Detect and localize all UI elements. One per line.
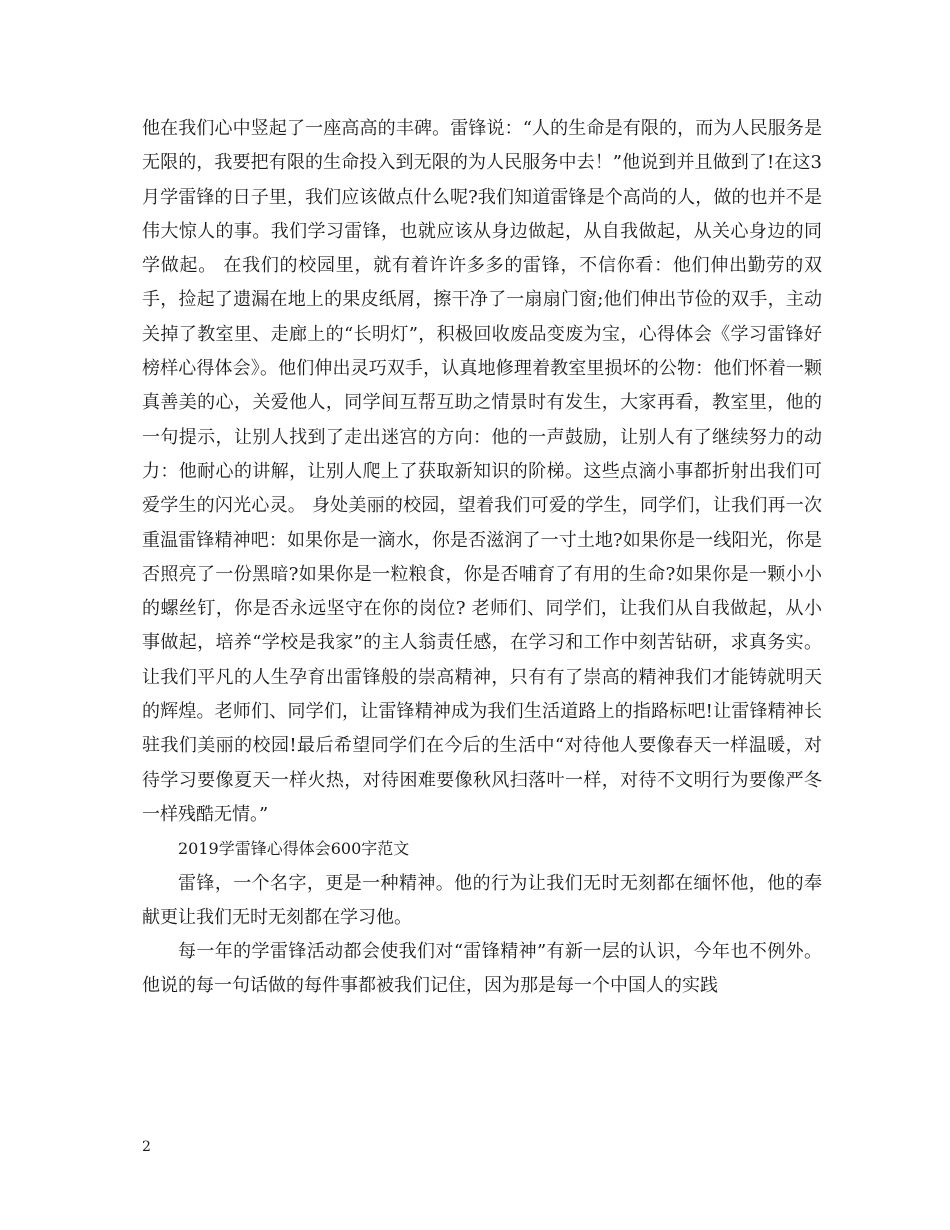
body-paragraph: 他在我们心中竖起了一座高高的丰碑。雷锋说：“人的生命是有限的，而为人民服务是无限的，我要把有限的生命投入到无限的为人民服务中去！”他说到并且做到了!在这3月学雷锋的日子里，我们应该做点什么呢?我们知道雷锋是个高尚的人，做的也并不是伟大惊人的事。我们学习雷锋，也就应该从身边做起，从自我做起，从关心身边的同学做起。 在我们的校园里，就有着许许多多的雷锋，不信你看：他们伸出勤劳的双手，捡起了遗漏在地上的果皮纸屑，擦干净了一扇扇门窗;他们伸出节俭的双手，主动关掉了教室里、走廊上的“长明灯”，积极回收废品变废为宝，心得体会《学习雷锋好榜样心得体会》。他们伸出灵巧双手，认真地修理着教室里损坏的公物：他们怀着一颗真善美的心，关爱他人，同学间互帮互助之情景时有发生，大家再看，教室里，他的一句提示，让别人找到了走出迷宫的方向：他的一声鼓励，让别人有了继续努力的动力：他耐心的讲解，让别人爬上了获取新知识的阶梯。这些点滴小事都折射出我们可爱学生的闪光心灵。 身处美丽的校园，望着我们可爱的学生，同学们，让我们再一次重温雷锋精神吧：如果你是一滴水，你是否滋润了一寸土地?如果你是一线阳光，你是否照亮了一份黑暗?如果你是一粒粮食，你是否哺育了有用的生命?如果你是一颗小小的螺丝钉，你是否永远坚守在你的岗位? 老师们、同学们，让我们从自我做起，从小事做起，培养“学校是我家”的主人翁责任感，在学习和工作中刻苦钻研，求真务实。让我们平凡的人生孕育出雷锋般的崇高精神，只有有了崇高的精神我们才能铸就明天的辉煌。老师们、同学们，让雷锋精神成为我们生活道路上的指路标吧!让雷锋精神长驻我们美丽的校园!最后希望同学们在今后的生活中“对待他人要像春天一样温暖，对待学习要像夏天一样火热，对待困难要像秋风扫落叶一样，对待不文明行为要像严冬一样残酷无情。” — [142, 118, 822, 825]
document-body — [142, 112, 822, 1004]
page-number: 2 — [142, 1139, 151, 1155]
body-paragraph: 雷锋，一个名字，更是一种精神。他的行为让我们无时无刻都在缅怀他，他的奉献更让我们无时无刻都在学习他。 — [142, 872, 822, 928]
body-paragraph: 每一年的学雷锋活动都会使我们对“雷锋精神”有新一层的认识，今年也不例外。他说的每一句话做的每件事都被我们记住，因为那是每一个中国人的实践 — [142, 941, 822, 997]
section-subtitle: 2019学雷锋心得体会600字范文 — [178, 839, 410, 859]
